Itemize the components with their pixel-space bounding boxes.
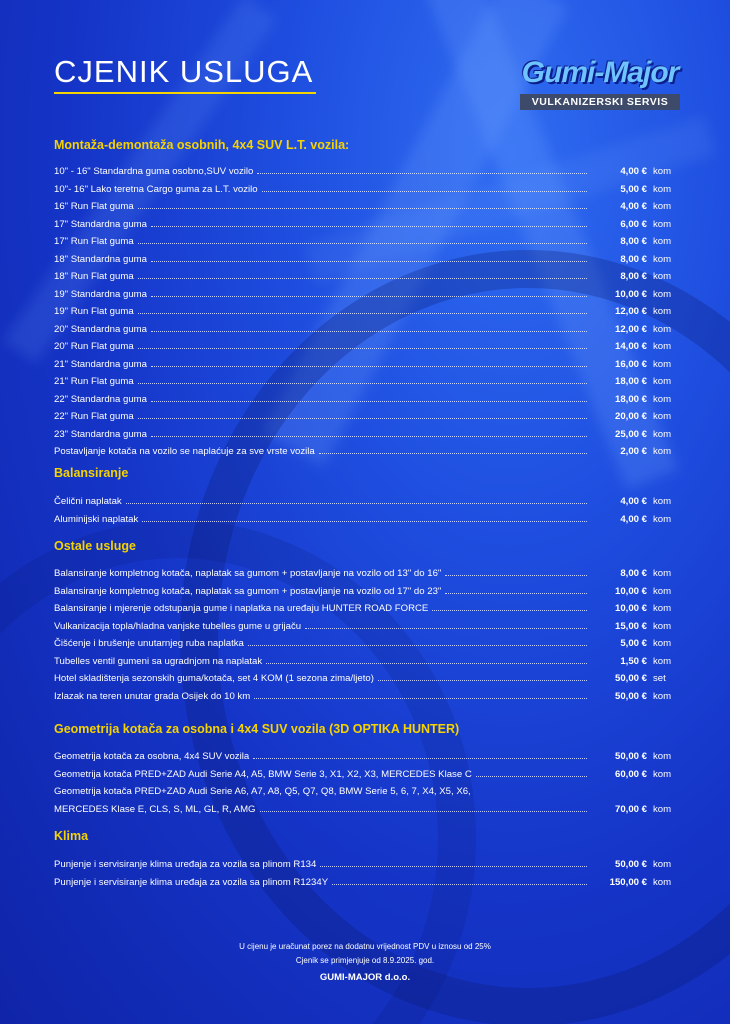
service-unit: kom xyxy=(653,201,672,212)
service-price: 4,00 € xyxy=(620,166,647,177)
service-price: 4,00 € xyxy=(620,496,647,507)
page-title: CJENIK USLUGA xyxy=(54,54,314,89)
price-row xyxy=(54,405,678,422)
service-name: Balansiranje kompletnog kotača, naplatak sa gumom + postavljanje na vozilo od 13" do 16" xyxy=(54,568,442,579)
service-unit: kom xyxy=(653,655,672,667)
service-name: Balansiranje i mjerenje odstupanja gume i naplatka na uređaju HUNTER ROAD FORCE xyxy=(54,603,429,614)
service-name: MERCEDES Klase E, CLS, S, ML, GL, R, AMG xyxy=(54,803,256,815)
service-name: Izlazak na teren unutar grada Osijek do 10 km xyxy=(54,690,251,702)
service-price: 8,00 € xyxy=(620,271,647,282)
service-name: Vulkanizacija topla/hladna vanjske tubelles gume u grijaču xyxy=(54,620,302,632)
service-price: 5,00 € xyxy=(620,638,647,649)
leader-dots xyxy=(138,278,587,279)
price-row xyxy=(54,230,678,247)
service-unit: kom xyxy=(653,859,672,870)
service-price: 5,00 € xyxy=(620,183,647,195)
service-price: 20,00 € xyxy=(614,411,647,422)
service-unit: kom xyxy=(653,690,672,702)
leader-dots xyxy=(253,758,587,759)
title-underline xyxy=(54,92,316,94)
leader-dots xyxy=(151,331,587,332)
service-unit: kom xyxy=(653,603,672,614)
price-row xyxy=(54,353,678,370)
service-unit: kom xyxy=(653,514,672,525)
service-name: 16" Run Flat guma xyxy=(54,201,134,212)
service-name: Postavljanje kotača na vozilo se naplaćuje za sve vrste vozila xyxy=(54,446,315,457)
price-row xyxy=(54,265,678,282)
leader-dots xyxy=(320,866,587,867)
section-title-balansiranje: Balansiranje xyxy=(54,466,129,480)
leader-dots xyxy=(260,811,587,812)
service-unit: kom xyxy=(653,393,672,405)
leader-dots xyxy=(151,401,587,402)
service-price: 18,00 € xyxy=(614,376,647,387)
service-price: 16,00 € xyxy=(614,358,647,370)
leader-dots xyxy=(332,884,587,885)
service-name: 20" Run Flat guma xyxy=(54,341,134,352)
price-row xyxy=(54,871,678,888)
leader-dots xyxy=(262,191,587,192)
service-name: 20" Standardna guma xyxy=(54,323,148,335)
service-unit: kom xyxy=(653,568,672,579)
price-row xyxy=(54,763,678,780)
service-name: 21" Run Flat guma xyxy=(54,376,134,387)
service-name: 10"- 16" Lako teretna Cargo guma za L.T. vozilo xyxy=(54,183,258,195)
service-unit: kom xyxy=(653,306,672,317)
price-row xyxy=(54,632,678,649)
service-name: 17" Standardna guma xyxy=(54,218,148,230)
price-row xyxy=(54,300,678,317)
price-row xyxy=(54,370,678,387)
price-row xyxy=(54,508,678,525)
service-name: 22" Standardna guma xyxy=(54,393,148,405)
service-price: 150,00 € xyxy=(609,876,647,888)
service-name: 10" - 16" Standardna guma osobno,SUV vozilo xyxy=(54,166,254,177)
service-name: Geometrija kotača PRED+ZAD Audi Serie A6, A7, A8, Q5, Q7, Q8, BMW Serie 5, 6, 7, X4, X5, X6, xyxy=(54,786,471,797)
service-unit: kom xyxy=(653,411,672,422)
service-unit: kom xyxy=(653,446,672,457)
price-row xyxy=(54,195,678,212)
service-price: 2,00 € xyxy=(620,446,647,457)
leader-dots xyxy=(476,776,587,777)
service-name: Tubelles ventil gumeni sa ugradnjom na naplatak xyxy=(54,655,263,667)
leader-dots xyxy=(138,243,587,244)
price-row xyxy=(54,440,678,457)
leader-dots xyxy=(138,348,587,349)
price-row xyxy=(54,178,678,195)
service-name: Balansiranje kompletnog kotača, naplatak sa gumom + postavljanje na vozilo od 17" do 23" xyxy=(54,585,442,597)
service-name: 19" Run Flat guma xyxy=(54,306,134,317)
price-row xyxy=(54,580,678,597)
leader-dots xyxy=(151,366,587,367)
price-row-continued xyxy=(54,780,678,797)
service-name: Aluminijski naplatak xyxy=(54,514,139,525)
service-name: Čelični naplatak xyxy=(54,496,122,507)
leader-dots xyxy=(254,698,587,699)
service-price: 6,00 € xyxy=(620,218,647,230)
leader-dots xyxy=(305,628,587,629)
price-row xyxy=(54,388,678,405)
service-price: 10,00 € xyxy=(614,585,647,597)
service-price: 25,00 € xyxy=(614,428,647,440)
service-name: 22" Run Flat guma xyxy=(54,411,134,422)
price-row xyxy=(54,318,678,335)
section-title-montaza: Montaža-demontaža osobnih, 4x4 SUV L.T. vozila: xyxy=(54,138,350,152)
service-price: 8,00 € xyxy=(620,253,647,265)
leader-dots xyxy=(126,503,587,504)
service-price: 15,00 € xyxy=(614,620,647,632)
service-unit: kom xyxy=(653,271,672,282)
price-row xyxy=(54,248,678,265)
service-unit: kom xyxy=(653,358,672,370)
section-title-geometrija: Geometrija kotača za osobna i 4x4 SUV vozila (3D OPTIKA HUNTER) xyxy=(54,722,460,736)
service-price: 1,50 € xyxy=(620,655,647,667)
price-row xyxy=(54,798,678,815)
service-unit: kom xyxy=(653,236,672,247)
service-name: Geometrija kotača za osobna, 4x4 SUV vozila xyxy=(54,751,250,762)
service-name: Geometrija kotača PRED+ZAD Audi Serie A4, A5, BMW Serie 3, X1, X2, X3, MERCEDES Klase C xyxy=(54,768,472,780)
service-price: 60,00 € xyxy=(614,768,647,780)
leader-dots xyxy=(266,663,587,664)
service-price: 50,00 € xyxy=(614,673,647,684)
service-unit: kom xyxy=(653,218,672,230)
price-row xyxy=(54,650,678,667)
price-row xyxy=(54,160,678,177)
service-unit: kom xyxy=(653,496,672,507)
service-unit: kom xyxy=(653,585,672,597)
price-row xyxy=(54,853,678,870)
logo-subtitle: VULKANIZERSKI SERVIS xyxy=(520,94,680,110)
leader-dots xyxy=(319,453,587,454)
service-price: 50,00 € xyxy=(614,859,647,870)
leader-dots xyxy=(151,226,587,227)
section-title-klima: Klima xyxy=(54,829,89,843)
leader-dots xyxy=(432,610,587,611)
service-price: 8,00 € xyxy=(620,236,647,247)
service-unit: kom xyxy=(653,638,672,649)
service-unit: kom xyxy=(653,166,672,177)
service-price: 8,00 € xyxy=(620,568,647,579)
service-name: Čišćenje i brušenje unutarnjeg ruba naplatka xyxy=(54,638,244,649)
service-name: 18" Run Flat guma xyxy=(54,271,134,282)
footer-company: GUMI-MAJOR d.o.o. xyxy=(319,972,411,983)
leader-dots xyxy=(445,575,587,576)
service-unit: kom xyxy=(653,876,672,888)
service-name: 23" Standardna guma xyxy=(54,428,148,440)
footer-vat-note: U cijenu je uračunat porez na dodatnu vrijednost PDV u iznosu od 25% xyxy=(239,942,491,951)
price-row xyxy=(54,335,678,352)
price-row xyxy=(54,745,678,762)
leader-dots xyxy=(151,436,587,437)
service-price: 18,00 € xyxy=(614,393,647,405)
service-name: 19" Standardna guma xyxy=(54,288,148,300)
service-unit: kom xyxy=(653,323,672,335)
service-price: 4,00 € xyxy=(620,514,647,525)
service-unit: kom xyxy=(653,803,672,815)
service-name: Punjenje i servisiranje klima uređaja za vozila sa plinom R1234Y xyxy=(54,876,329,888)
leader-dots xyxy=(257,173,587,174)
section-title-ostale-usluge: Ostale usluge xyxy=(54,539,136,553)
service-name: 17" Run Flat guma xyxy=(54,236,134,247)
service-unit: kom xyxy=(653,428,672,440)
service-unit: kom xyxy=(653,620,672,632)
leader-dots xyxy=(138,208,587,209)
leader-dots xyxy=(445,593,587,594)
service-price: 50,00 € xyxy=(614,690,647,702)
service-unit: kom xyxy=(653,341,672,352)
leader-dots xyxy=(138,313,587,314)
service-name: 18" Standardna guma xyxy=(54,253,148,265)
leader-dots xyxy=(151,296,587,297)
service-unit: kom xyxy=(653,376,672,387)
footer-valid-from: Cjenik se primjenjuje od 8.9.2025. god. xyxy=(295,956,435,965)
service-name: Punjenje i servisiranje klima uređaja za vozila sa plinom R134 xyxy=(54,859,317,870)
service-price: 14,00 € xyxy=(614,341,647,352)
price-row xyxy=(54,423,678,440)
service-unit: kom xyxy=(653,253,672,265)
price-row xyxy=(54,562,678,579)
leader-dots xyxy=(248,645,587,646)
service-unit: kom xyxy=(653,751,672,762)
price-row xyxy=(54,615,678,632)
service-price: 70,00 € xyxy=(614,803,647,815)
price-row xyxy=(54,490,678,507)
service-name: 21" Standardna guma xyxy=(54,358,148,370)
service-price: 10,00 € xyxy=(614,288,647,300)
service-unit: kom xyxy=(653,768,672,780)
company-logo xyxy=(520,54,680,114)
service-name: Hotel skladištenja sezonskih guma/kotača, set 4 KOM (1 sezona zima/ljeto) xyxy=(54,673,374,684)
price-row xyxy=(54,283,678,300)
service-price: 50,00 € xyxy=(614,751,647,762)
price-row xyxy=(54,213,678,230)
service-unit: kom xyxy=(653,288,672,300)
service-unit: set xyxy=(653,673,666,684)
leader-dots xyxy=(138,383,587,384)
service-price: 4,00 € xyxy=(620,201,647,212)
leader-dots xyxy=(151,261,587,262)
price-row xyxy=(54,667,678,684)
price-row xyxy=(54,685,678,702)
service-price: 10,00 € xyxy=(614,603,647,614)
leader-dots xyxy=(378,680,587,681)
service-unit: kom xyxy=(653,183,672,195)
logo-name: Gumi-Major xyxy=(521,56,679,89)
service-price: 12,00 € xyxy=(614,323,647,335)
service-price: 12,00 € xyxy=(614,306,647,317)
price-row xyxy=(54,597,678,614)
leader-dots xyxy=(142,521,587,522)
leader-dots xyxy=(138,418,587,419)
